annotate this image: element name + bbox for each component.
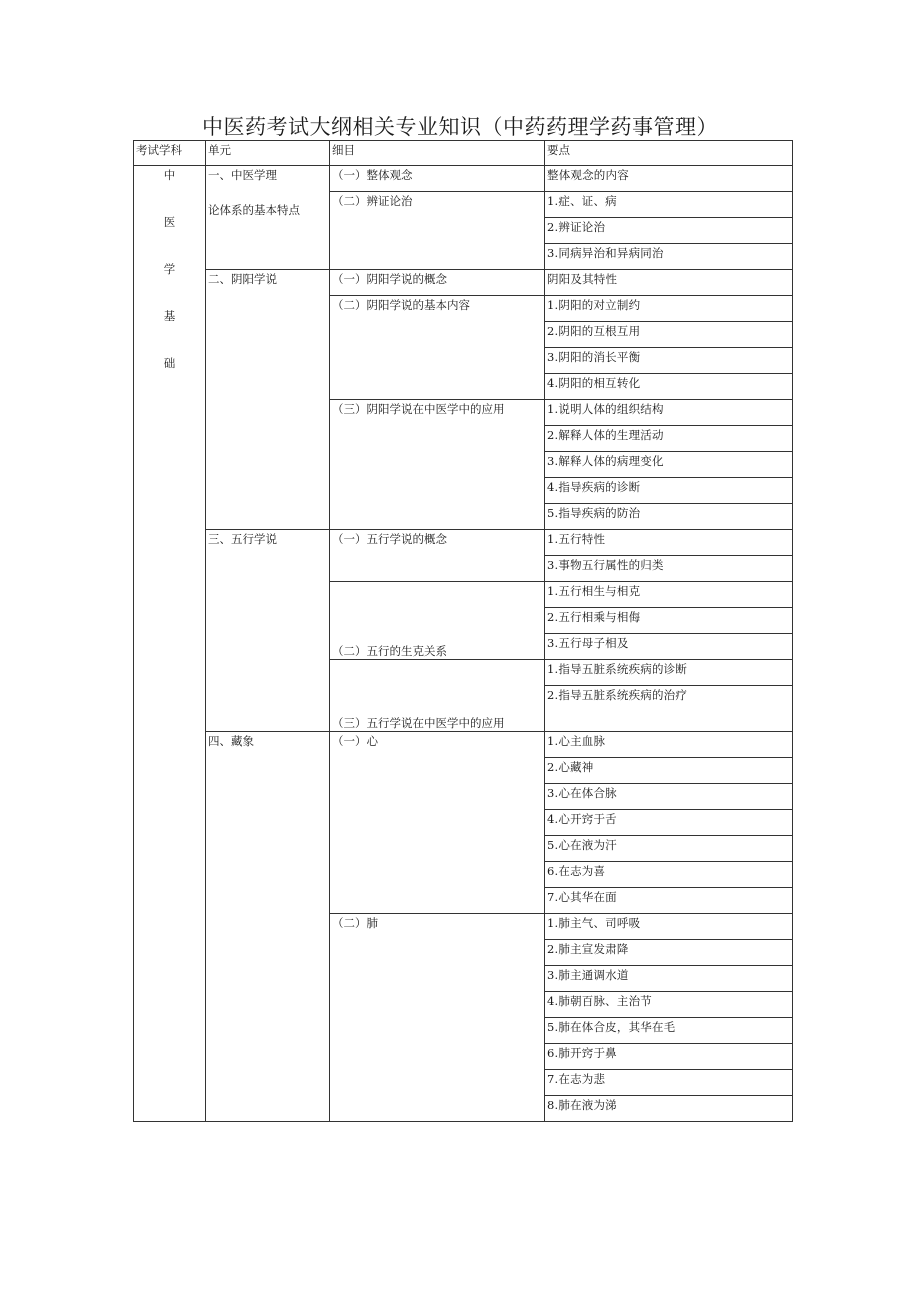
detail-cell: （二）阴阳学说的基本内容 <box>330 296 545 400</box>
point-cell: 5.肺在体合皮，其华在毛 <box>545 1018 793 1044</box>
point-cell: 1.症、证、病 <box>545 192 793 218</box>
point-cell: 2.阴阳的互根互用 <box>545 322 793 348</box>
header-point: 要点 <box>545 141 793 166</box>
point-cell: 2.指导五脏系统疾病的治疗 <box>545 686 793 732</box>
unit-cell: 二、阴阳学说 <box>206 270 330 530</box>
point-cell: 5.指导疾病的防治 <box>545 504 793 530</box>
header-row <box>134 141 793 166</box>
table-row <box>134 732 793 758</box>
point-cell: 2.肺主宣发肃降 <box>545 940 793 966</box>
syllabus-table <box>133 140 793 1122</box>
point-cell: 阴阳及其特性 <box>545 270 793 296</box>
point-cell: 1.五行特性 <box>545 530 793 556</box>
unit-cell <box>206 166 330 270</box>
point-cell: 2.心藏神 <box>545 758 793 784</box>
point-cell: 1.心主血脉 <box>545 732 793 758</box>
subject-char: 学 <box>163 262 176 276</box>
point-cell: 3.事物五行属性的归类 <box>545 556 793 582</box>
point-cell: 1.说明人体的组织结构 <box>545 400 793 426</box>
detail-cell: （三）五行学说在中医学中的应用 <box>330 660 545 732</box>
point-cell: 5.心在液为汗 <box>545 836 793 862</box>
subject-char: 中 <box>163 168 176 182</box>
subject-char: 础 <box>163 356 176 370</box>
table-row <box>134 270 793 296</box>
point-cell: 7.心其华在面 <box>545 888 793 914</box>
point-cell: 6.肺开窍于鼻 <box>545 1044 793 1070</box>
unit-label: 一、中医学理 <box>208 168 277 182</box>
subject-char: 医 <box>163 215 176 229</box>
point-cell: 1.阴阳的对立制约 <box>545 296 793 322</box>
point-cell: 4.心开窍于舌 <box>545 810 793 836</box>
detail-cell: （二）辨证论治 <box>330 192 545 270</box>
point-cell: 3.同病异治和异病同治 <box>545 244 793 270</box>
document-title: 中医药考试大纲相关专业知识（中药药理学药事管理） <box>202 115 718 139</box>
table-row <box>134 166 793 192</box>
detail-cell: （一）五行学说的概念 <box>330 530 545 582</box>
point-cell: 4.阴阳的相互转化 <box>545 374 793 400</box>
point-cell: 2.五行相乘与相侮 <box>545 608 793 634</box>
point-cell: 4.肺朝百脉、主治节 <box>545 992 793 1018</box>
subject-char: 基 <box>163 309 176 323</box>
point-cell: 8.肺在液为涕 <box>545 1096 793 1122</box>
detail-cell: （二）五行的生克关系 <box>330 582 545 660</box>
unit-cell: 四、藏象 <box>206 732 330 1122</box>
point-cell: 3.阴阳的消长平衡 <box>545 348 793 374</box>
unit-cell: 三、五行学说 <box>206 530 330 732</box>
point-cell: 3.五行母子相及 <box>545 634 793 660</box>
point-cell: 3.心在体合脉 <box>545 784 793 810</box>
detail-cell: （三）阴阳学说在中医学中的应用 <box>330 400 545 530</box>
subject-cell <box>134 166 206 1122</box>
point-cell: 4.指导疾病的诊断 <box>545 478 793 504</box>
point-cell: 3.解释人体的病理变化 <box>545 452 793 478</box>
header-unit: 单元 <box>206 141 330 166</box>
detail-cell: （一）心 <box>330 732 545 914</box>
point-cell: 1.肺主气、司呼吸 <box>545 914 793 940</box>
detail-cell: （一）整体观念 <box>330 166 545 192</box>
point-cell: 2.解释人体的生理活动 <box>545 426 793 452</box>
header-subject: 考试学科 <box>134 141 206 166</box>
point-cell: 7.在志为悲 <box>545 1070 793 1096</box>
detail-cell: （一）阴阳学说的概念 <box>330 270 545 296</box>
point-cell: 6.在志为喜 <box>545 862 793 888</box>
table-row <box>134 530 793 556</box>
point-cell: 3.肺主通调水道 <box>545 966 793 992</box>
point-cell: 整体观念的内容 <box>545 166 793 192</box>
point-cell: 1.指导五脏系统疾病的诊断 <box>545 660 793 686</box>
point-cell: 2.辨证论治 <box>545 218 793 244</box>
header-detail: 细目 <box>330 141 545 166</box>
unit-label-continued: 论体系的基本特点 <box>208 203 300 217</box>
detail-cell: （二）肺 <box>330 914 545 1122</box>
point-cell: 1.五行相生与相克 <box>545 582 793 608</box>
